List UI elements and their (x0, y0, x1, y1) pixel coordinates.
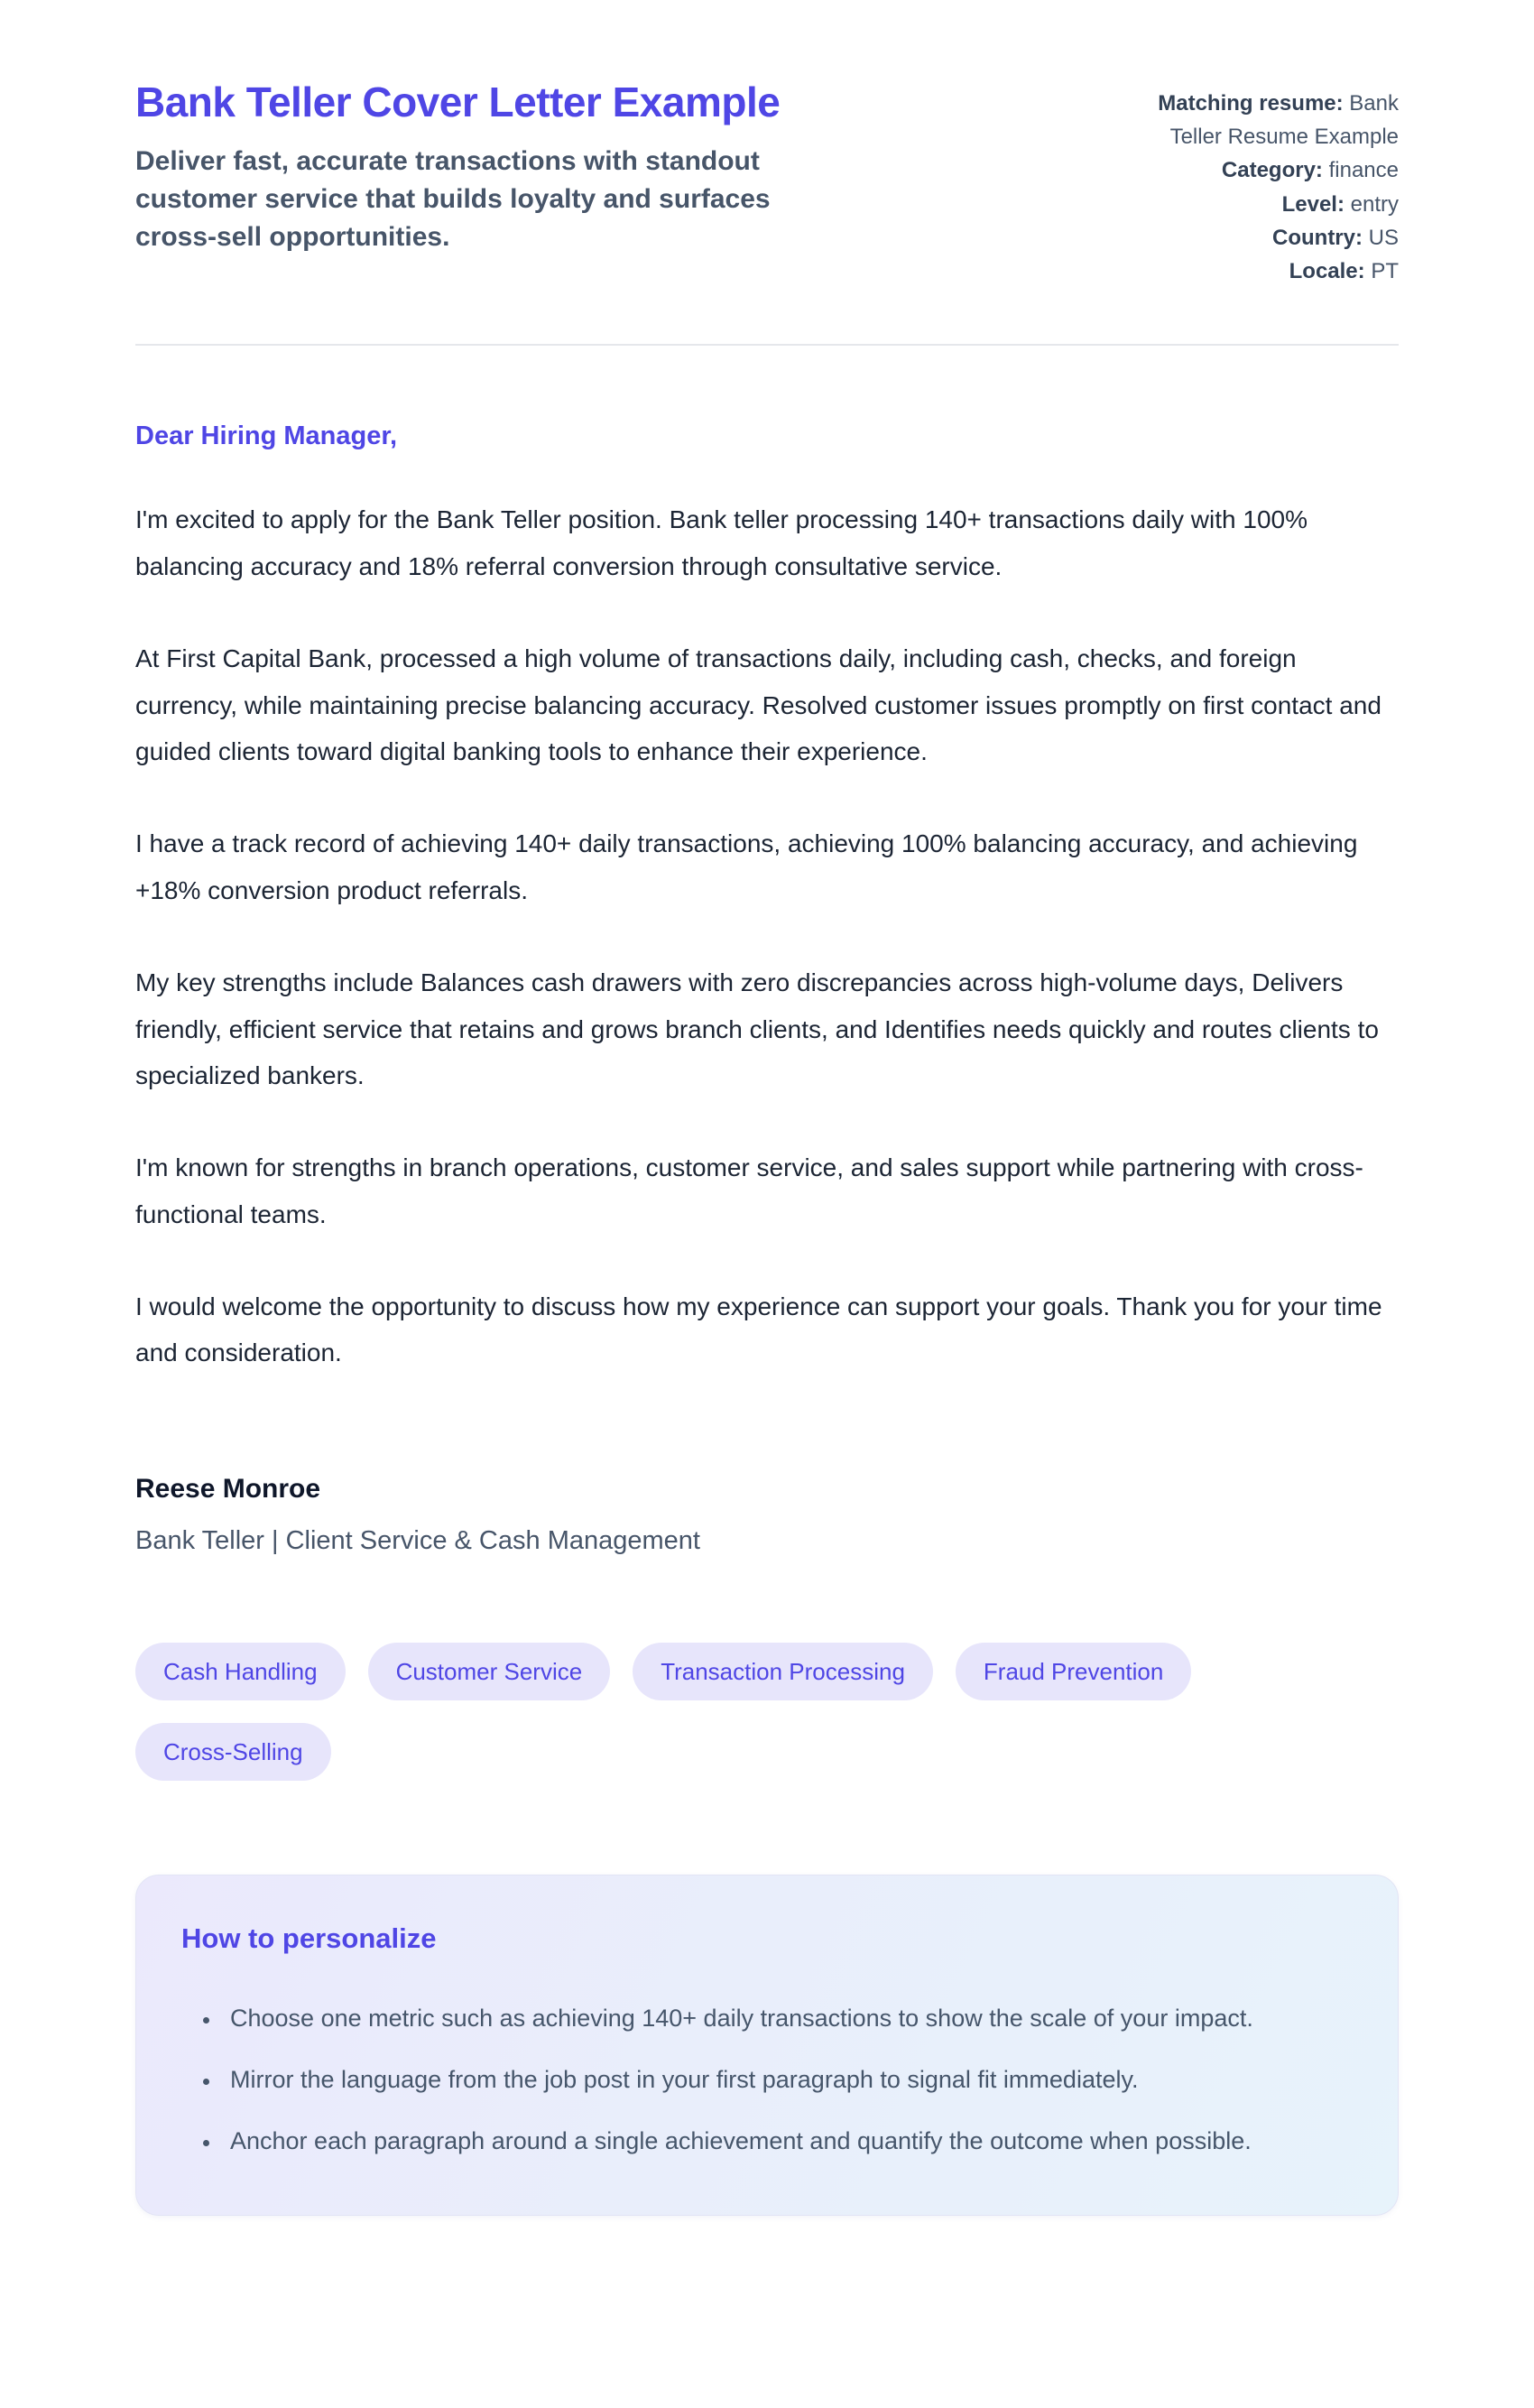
skill-tags-row (135, 1643, 1399, 1781)
header-title-block (135, 79, 947, 256)
letter-paragraph: My key strengths include Balances cash drawers with zero discrepancies across high-volume days, Delivers friendly, efficient service that retains and grows branch clients, and Identifies needs quickly and routes clients to specialized bankers. (135, 968, 1379, 1090)
skill-tag-customer-service: Customer Service (368, 1643, 611, 1700)
signature-role: Bank Teller | Client Service & Cash Management (135, 1526, 700, 1556)
letter-paragraph: I would welcome the opportunity to discuss how my experience can support your goals. Thank you for your time and consideration. (135, 1292, 1382, 1367)
how-to-personalize-title: How to personalize (181, 1922, 437, 1955)
meta-value: US (1368, 225, 1399, 250)
letter-paragraph: At First Capital Bank, processed a high volume of transactions daily, including cash, checks, and foreign currency, while maintaining precise balancing accuracy. Resolved customer issues promptly on first contact and guided clients toward digital banking tools to enhance their experience. (135, 644, 1382, 766)
meta-row-country (1150, 221, 1399, 255)
meta-value: entry (1350, 191, 1399, 217)
letter-paragraph: I have a track record of achieving 140+ daily transactions, achieving 100% balancing accuracy, and achieving +18% conversion product referrals. (135, 829, 1358, 904)
skill-tag-fraud-prevention: Fraud Prevention (956, 1643, 1191, 1700)
meta-value: Bank Teller Resume Example (1169, 91, 1399, 150)
meta-row-matching-resume (1150, 87, 1399, 153)
page-subtitle: Deliver fast, accurate transactions with standout customer service that builds loyalty and surfaces cross-sell opportunities. (135, 145, 771, 252)
letter-greeting: Dear Hiring Manager, (135, 421, 398, 451)
letter-paragraph: I'm excited to apply for the Bank Teller position. Bank teller processing 140+ transactions daily with 100% balancing accuracy and 18% referral conversion through consultative service. (135, 505, 1308, 580)
letter-body (135, 496, 1399, 1376)
skill-tag-cross-selling: Cross-Selling (135, 1723, 331, 1781)
letter-paragraph: I'm known for strengths in branch operations, customer service, and sales support while partnering with cross-functional teams. (135, 1153, 1363, 1228)
signature-block (135, 1474, 1399, 1556)
meta-label: Locale: (1289, 258, 1365, 283)
meta-label: Category: (1221, 158, 1323, 183)
signature-name: Reese Monroe (135, 1474, 321, 1505)
meta-label: Matching resume: (1158, 91, 1344, 116)
header-divider (135, 344, 1399, 346)
personalize-tip: • Anchor each paragraph around a single achievement and quantify the outcome when possible. (221, 2119, 1353, 2164)
page-container (135, 0, 1399, 2216)
how-to-personalize-card (135, 1875, 1399, 2216)
meta-value: PT (1371, 258, 1399, 283)
page-title: Bank Teller Cover Letter Example (135, 79, 781, 125)
how-to-personalize-list (181, 1996, 1353, 2164)
meta-row-locale (1150, 255, 1399, 288)
personalize-tip: • Choose one metric such as achieving 140+ daily transactions to show the scale of your impact. (221, 1996, 1353, 2042)
meta-label: Level: (1281, 191, 1345, 217)
resume-meta-block (1150, 79, 1399, 288)
meta-row-level (1150, 188, 1399, 221)
skill-tag-transaction-processing: Transaction Processing (633, 1643, 933, 1700)
meta-value: finance (1328, 158, 1399, 183)
personalize-tip: • Mirror the language from the job post in your first paragraph to signal fit immediately. (221, 2058, 1353, 2103)
header (135, 79, 1399, 288)
meta-label: Country: (1272, 225, 1363, 250)
skill-tag-cash-handling: Cash Handling (135, 1643, 346, 1700)
meta-row-category (1150, 153, 1399, 187)
